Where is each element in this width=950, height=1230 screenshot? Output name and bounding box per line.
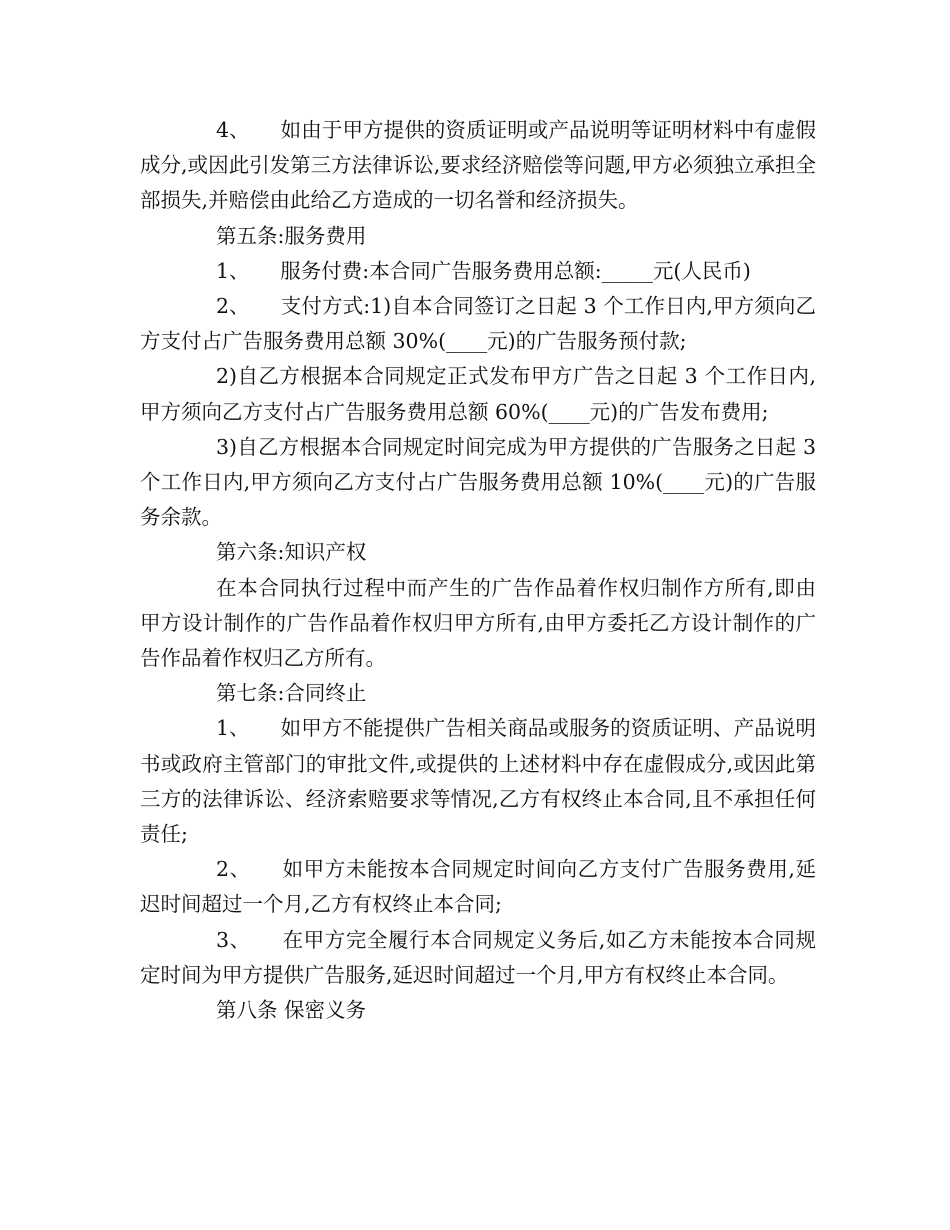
section-heading-article-6: 第六条:知识产权 [216, 540, 367, 565]
clause-paragraph-4-false-materials: 4、 如由于甲方提供的资质证明或产品说明等证明材料中有虚假成分,或因此引发第三方法律诉讼,要求经济赔偿等问题,甲方必须独立承担全部损失,并赔偿由此给乙方造成的一切名誉和经济损失。 [140, 118, 816, 213]
clause-paragraph-termination-1: 1、 如甲方不能提供广告相关商品或服务的资质证明、产品说明书或政府主管部门的审批文件,或提供的上述材料中存在虚假成分,或因此第三方的法律诉讼、经济索赔要求等情况,乙方有权终止本合同,且不承担任何责任; [140, 716, 816, 847]
section-heading-article-7: 第七条:合同终止 [216, 681, 367, 706]
clause-paragraph-payment-method: 2、 支付方式:1)自本合同签订之日起 3 个工作日内,甲方须向乙方支付占广告服务费用总额 30%(____元)的广告服务预付款; [140, 294, 816, 354]
clause-paragraph-publication-fee: 2)自乙方根据本合同规定正式发布甲方广告之日起 3 个工作日内,甲方须向乙方支付占广告服务费用总额 60%(____元)的广告发布费用; [140, 364, 816, 424]
clause-paragraph-termination-3: 3、 在甲方完全履行本合同规定义务后,如乙方未能按本合同规定时间为甲方提供广告服务,延迟时间超过一个月,甲方有权终止本合同。 [140, 927, 816, 987]
section-heading-article-5: 第五条:服务费用 [216, 223, 367, 248]
clause-paragraph-service-fee-total: 1、 服务付费:本合同广告服务费用总额:_____元(人民币) [216, 258, 751, 283]
document-body [140, 113, 823, 1028]
clause-paragraph-copyright: 在本合同执行过程中而产生的广告作品着作权归制作方所有,即由甲方设计制作的广告作品着作权归甲方所有,由甲方委托乙方设计制作的广告作品着作权归乙方所有。 [140, 575, 816, 671]
clause-paragraph-termination-2: 2、 如甲方未能按本合同规定时间向乙方支付广告服务费用,延迟时间超过一个月,乙方有权终止本合同; [140, 857, 816, 917]
clause-paragraph-service-balance: 3)自乙方根据本合同规定时间完成为甲方提供的广告服务之日起 3 个工作日内,甲方须向乙方支付占广告服务费用总额 10%(____元)的广告服务余款。 [140, 434, 823, 530]
section-heading-article-8: 第八条 保密义务 [216, 998, 367, 1023]
